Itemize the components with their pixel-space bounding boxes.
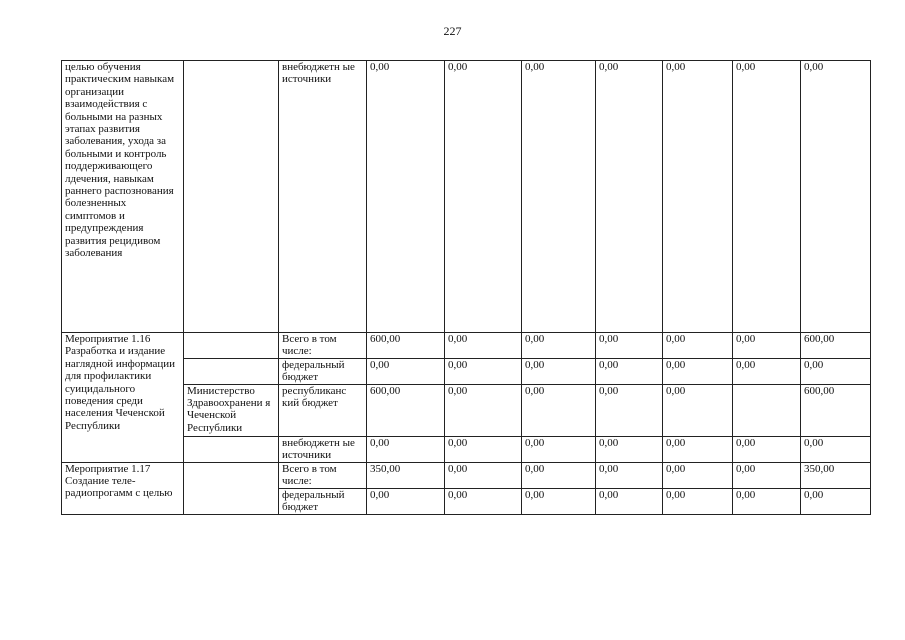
value-cell: 0,00	[801, 488, 871, 514]
value-cell: 0,00	[445, 358, 522, 384]
value-cell: 0,00	[801, 61, 871, 333]
value-cell: 0,00	[522, 61, 596, 333]
value-cell: 0,00	[663, 488, 733, 514]
table-row	[62, 436, 871, 462]
executor-cell	[184, 462, 279, 514]
value-cell: 0,00	[367, 488, 445, 514]
measure-description-cell: целью обучения практическим навыкам организации взаимодействия с больными на разных этапах развития заболевания, ухода за больными и контроль поддерживающего лдечения, навыкам раннего распознования болезненных симптомов и предупреждения развития рецидивом заболевания	[62, 61, 184, 333]
value-cell: 0,00	[733, 61, 801, 333]
value-cell: 0,00	[445, 333, 522, 359]
table-row	[62, 61, 871, 333]
value-cell: 0,00	[596, 462, 663, 488]
value-cell: 0,00	[663, 436, 733, 462]
value-cell: 600,00	[367, 384, 445, 436]
page-number: 227	[443, 24, 462, 38]
value-cell: 0,00	[367, 358, 445, 384]
value-cell: 0,00	[663, 384, 733, 436]
executor-cell	[184, 61, 279, 333]
value-cell: 0,00	[522, 358, 596, 384]
value-cell: 600,00	[801, 384, 871, 436]
value-cell: 0,00	[367, 61, 445, 333]
value-cell: 0,00	[733, 358, 801, 384]
value-cell: 0,00	[663, 358, 733, 384]
value-cell: 0,00	[733, 333, 801, 359]
value-cell	[733, 384, 801, 436]
value-cell: 0,00	[663, 61, 733, 333]
value-cell: 0,00	[522, 436, 596, 462]
value-cell: 0,00	[522, 384, 596, 436]
value-cell: 0,00	[445, 61, 522, 333]
value-cell: 0,00	[596, 358, 663, 384]
value-cell: 0,00	[445, 384, 522, 436]
value-cell: 350,00	[367, 462, 445, 488]
table-row	[62, 333, 871, 359]
funding-source-cell: федеральный бюджет	[279, 358, 367, 384]
value-cell: 0,00	[733, 436, 801, 462]
value-cell: 0,00	[733, 488, 801, 514]
funding-source-cell: внебюджетн ые источники	[279, 61, 367, 333]
value-cell: 350,00	[801, 462, 871, 488]
executor-cell: Министерство Здравоохранени я Чеченской Республики	[184, 384, 279, 436]
funding-source-cell: республиканс кий бюджет	[279, 384, 367, 436]
measure-description-cell: Мероприятие 1.16 Разработка и издание наглядной информации для профилактики суицидального поведения среди населения Чеченской Республики	[62, 333, 184, 463]
value-cell: 0,00	[522, 333, 596, 359]
table-row	[62, 384, 871, 436]
value-cell: 0,00	[522, 488, 596, 514]
table-row	[62, 358, 871, 384]
funding-source-cell: Всего в том числе:	[279, 462, 367, 488]
value-cell: 0,00	[663, 333, 733, 359]
value-cell: 0,00	[801, 436, 871, 462]
value-cell: 0,00	[596, 488, 663, 514]
value-cell: 0,00	[367, 436, 445, 462]
value-cell: 0,00	[596, 61, 663, 333]
value-cell: 0,00	[445, 436, 522, 462]
funding-source-cell: Всего в том числе:	[279, 333, 367, 359]
executor-cell	[184, 436, 279, 462]
executor-cell	[184, 333, 279, 359]
executor-cell	[184, 358, 279, 384]
measure-description-cell: Мероприятие 1.17 Создание теле- радиопрогамм с целью	[62, 462, 184, 514]
funding-source-cell: федеральный бюджет	[279, 488, 367, 514]
funding-source-cell: внебюджетн ые источники	[279, 436, 367, 462]
value-cell: 0,00	[596, 333, 663, 359]
value-cell: 0,00	[445, 462, 522, 488]
value-cell: 0,00	[596, 384, 663, 436]
value-cell: 0,00	[733, 462, 801, 488]
value-cell: 600,00	[367, 333, 445, 359]
budget-table	[61, 60, 871, 515]
value-cell: 0,00	[596, 436, 663, 462]
value-cell: 0,00	[663, 462, 733, 488]
value-cell: 0,00	[445, 488, 522, 514]
table-row	[62, 462, 871, 488]
value-cell: 600,00	[801, 333, 871, 359]
value-cell: 0,00	[522, 462, 596, 488]
value-cell: 0,00	[801, 358, 871, 384]
